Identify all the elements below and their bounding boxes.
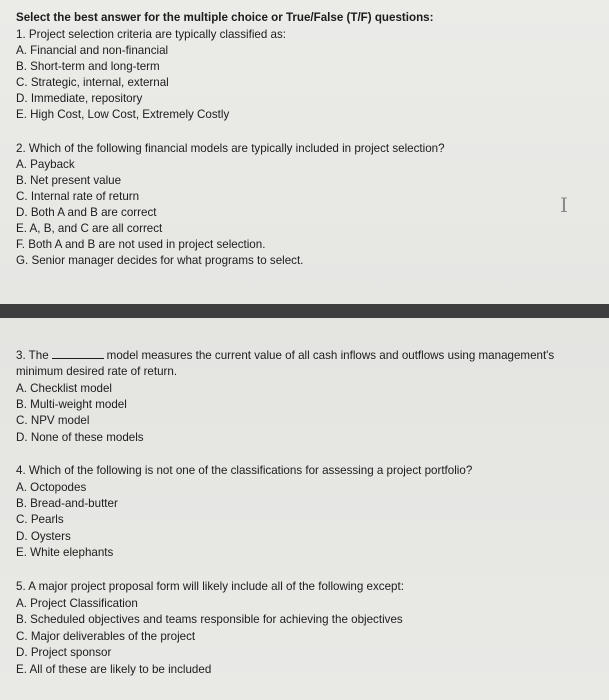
question-2-text: 2. Which of the following financial models are typically included in project selection? <box>16 142 445 155</box>
option[interactable]: A. Checklist model <box>16 382 113 395</box>
option[interactable]: D. Immediate, repository <box>16 92 143 105</box>
question-panel-bottom <box>0 318 609 700</box>
option[interactable]: B. Bread-and-butter <box>16 497 118 510</box>
option[interactable]: F. Both A and B are not used in project selection. <box>16 238 266 251</box>
option[interactable]: A. Financial and non-financial <box>16 44 169 57</box>
answer-blank <box>52 348 104 359</box>
question-3-prefix: 3. The <box>16 349 49 362</box>
option[interactable]: G. Senior manager decides for what programs to select. <box>16 254 304 267</box>
option[interactable]: D. None of these models <box>16 431 144 444</box>
question-1-text: 1. Project selection criteria are typically classified as: <box>16 28 286 41</box>
option[interactable]: E. High Cost, Low Cost, Extremely Costly <box>16 108 230 121</box>
text-cursor-icon: I <box>560 193 568 217</box>
option[interactable]: C. Strategic, internal, external <box>16 76 169 89</box>
option[interactable]: B. Multi-weight model <box>16 398 127 411</box>
question-3-continuation: minimum desired rate of return. <box>16 365 178 378</box>
option[interactable]: E. White elephants <box>16 546 114 559</box>
option[interactable]: D. Both A and B are correct <box>16 206 157 219</box>
question-5-text: 5. A major project proposal form will likely include all of the following except: <box>16 580 404 593</box>
option[interactable]: E. A, B, and C are all correct <box>16 222 163 235</box>
divider-bar <box>0 304 609 318</box>
question-3-text <box>16 348 554 363</box>
option[interactable]: A. Payback <box>16 158 75 171</box>
option[interactable]: C. NPV model <box>16 414 90 427</box>
instructions: Select the best answer for the multiple choice or True/False (T/F) questions: <box>16 11 434 24</box>
option[interactable]: E. All of these are likely to be included <box>16 663 212 676</box>
option[interactable]: B. Short-term and long-term <box>16 60 160 73</box>
option[interactable]: C. Pearls <box>16 513 64 526</box>
option[interactable]: D. Oysters <box>16 530 71 543</box>
option[interactable]: B. Net present value <box>16 174 122 187</box>
question-4-text: 4. Which of the following is not one of the classifications for assessing a project portfolio? <box>16 464 473 477</box>
question-3-suffix: model measures the current value of all cash inflows and outflows using management's <box>106 349 555 362</box>
question-panel-top <box>0 0 609 304</box>
option[interactable]: B. Scheduled objectives and teams responsible for achieving the objectives <box>16 613 403 626</box>
option[interactable]: C. Internal rate of return <box>16 190 140 203</box>
option[interactable]: D. Project sponsor <box>16 646 112 659</box>
option[interactable]: A. Octopodes <box>16 481 87 494</box>
option[interactable]: C. Major deliverables of the project <box>16 630 196 643</box>
option[interactable]: A. Project Classification <box>16 597 138 610</box>
